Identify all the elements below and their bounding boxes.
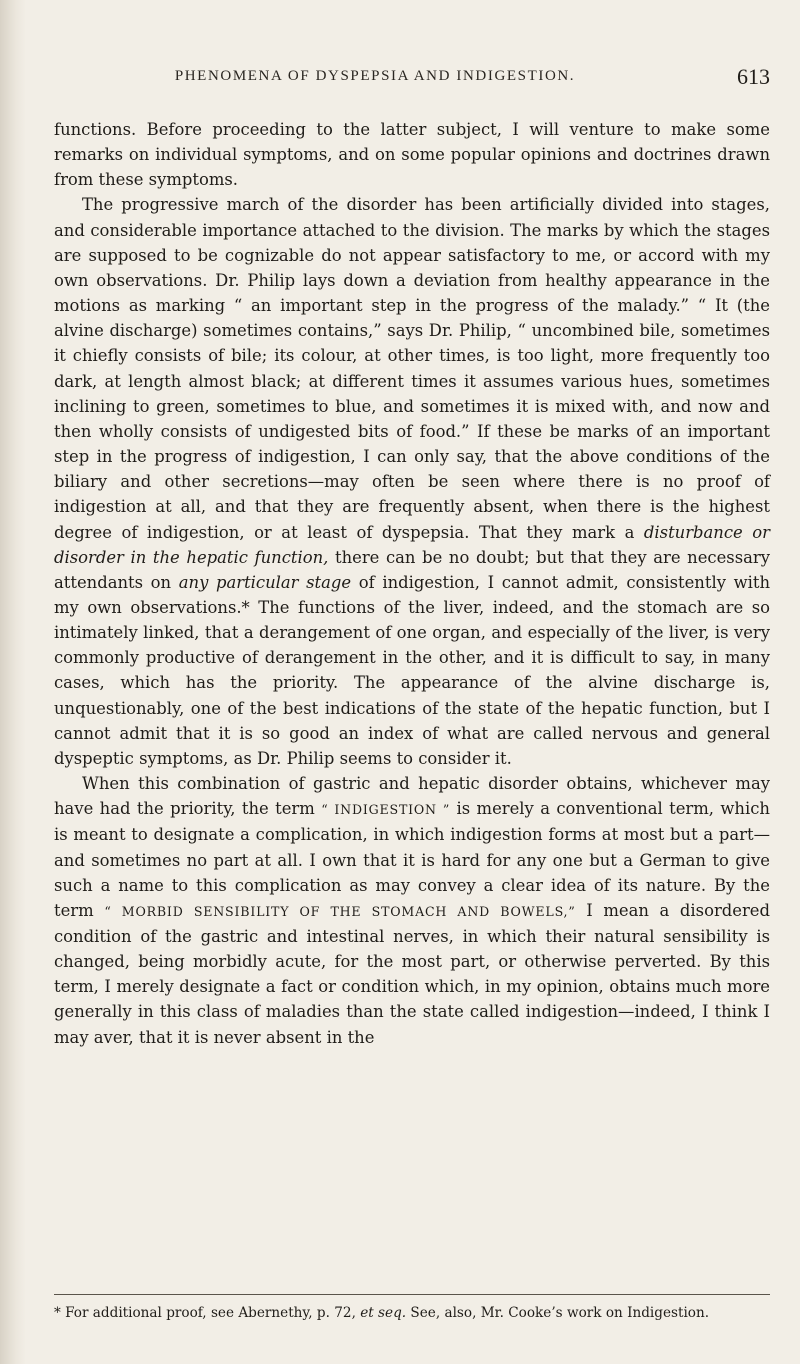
emphasis-particular-stage: any particular stage bbox=[178, 572, 352, 592]
paragraph-2 bbox=[54, 192, 770, 771]
page-header bbox=[54, 64, 770, 94]
page-binding-edge bbox=[0, 0, 26, 1364]
footnote-text-a: * For additional proof, see Abernethy, p. 72, bbox=[54, 1305, 356, 1321]
paragraph-1 bbox=[54, 117, 770, 192]
paragraph-3-text-a: When this combination of gastric and hepatic disorder obtains, whichever may have had the priority, the term bbox=[54, 774, 770, 819]
footnote-text-b: See, also, Mr. Cooke’s work on Indigestion. bbox=[410, 1305, 710, 1321]
body-text bbox=[54, 117, 770, 1050]
paragraph-2-text-c: of indigestion, I cannot admit, consistently with my own observations.* The functions of the liver, indeed, and the stomach are so intimately linked, that a derangement of one organ, and especially of the liver, is very commonly productive of derangement in the other, and it is difficult to say, in many cases, which has the priority. The appearance of the alvine discharge is, unquestionably, one of the best indications of the state of the hepatic function, but I cannot admit that it is so good an index of what are called nervous and general dyspeptic symptoms, as Dr. Philip seems to consider it. bbox=[54, 572, 771, 768]
page-number: 613 bbox=[737, 64, 770, 89]
emphasis-hepatic-function: disturbance or disorder in the hepatic function, bbox=[54, 522, 770, 567]
paragraph-2-text-b: there can be no doubt; but that they are necessary attendants on bbox=[54, 547, 770, 592]
paragraph-3 bbox=[54, 771, 770, 1050]
paragraph-3-text-c: I mean a disordered condition of the gastric and intestinal nerves, in which their natural sensibility is changed, being morbidly acute, for the most part, or otherwise perverted. By this term, I merely designate a fact or condition which, in my opinion, obtains much more generally in this class of maladies than the state called indigestion—indeed, I think I may aver, that it is never absent in the bbox=[54, 900, 771, 1047]
paragraph-1-text: functions. Before proceeding to the latter subject, I will venture to make some remarks on individual symptoms, and on some popular opinions and doctrines drawn from these symptoms. bbox=[54, 120, 770, 190]
term-indigestion: “ INDIGESTION ” bbox=[321, 802, 451, 818]
footnote bbox=[54, 1304, 770, 1323]
term-morbid-sensibility: “ MORBID SENSIBILITY OF THE STOMACH AND BOWELS,” bbox=[104, 903, 576, 919]
paragraph-3-text-b: is merely a conventional term, which is meant to designate a complication, in which indigestion forms at most but a part—and sometimes no part at all. I own that it is hard for any one but a German to give such a name to this complication as may convey a clear idea of its nature. By the term bbox=[54, 799, 770, 920]
paragraph-2-text-a: The progressive march of the disorder has been artificially divided into stages, and considerable importance attached to the division. The marks by which the stages are supposed to be cognizable do not appear satisfactory to me, or accord with my own observations. Dr. Philip lays down a deviation from healthy appearance in the motions as marking “ an important step in the progress of the malady.” “ It (the alvine discharge) sometimes contains,” says Dr. Philip, “ uncombined bile, sometimes it chiefly consists of bile; its colour, at other times, is too light, more frequently too dark, at length almost black; at different times it assumes various hues, sometimes inclining to green, sometimes to blue, and sometimes it is mixed with, and now and then wholly consists of undigested bits of food.” If these be marks of an important step in the progress of indigestion, I can only say, that the above conditions of the biliary and other secretions—may often be seen where there is no proof of indigestion at all, and that they are frequently absent, when there is the highest degree of indigestion, or at least of dyspepsia. That they mark a bbox=[54, 195, 770, 542]
footnote-rule bbox=[54, 1294, 770, 1295]
running-head: PHENOMENA OF DYSPEPSIA AND INDIGESTION. bbox=[174, 68, 576, 84]
footnote-et-seq: et seq. bbox=[360, 1305, 407, 1321]
